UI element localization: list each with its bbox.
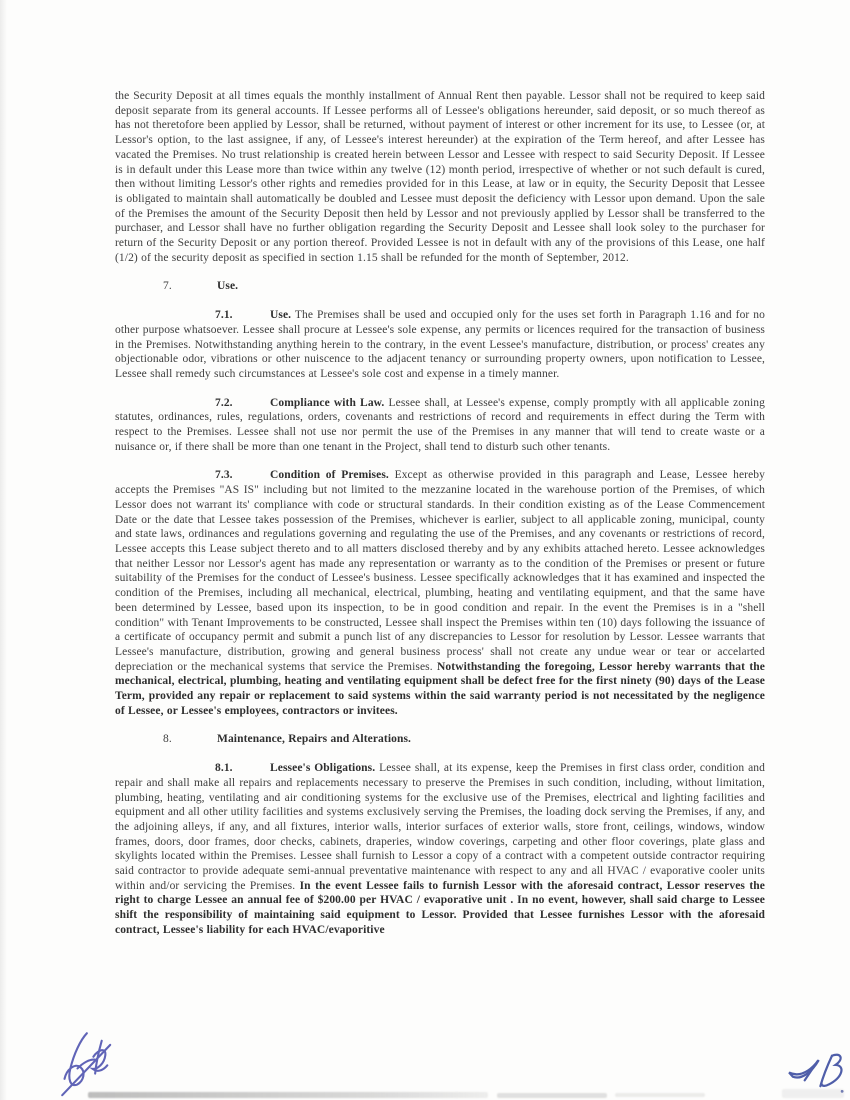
clause-8-1-title: Lessee's Obligations. [270, 762, 376, 775]
section-8-heading [115, 732, 765, 747]
clause-7-1-number: 7.1. [215, 309, 233, 322]
clause-7-3-warranty-bold-text: Notwithstanding the foregoing, Lessor hereby warrants that the mechanical, electrical, plumbing, heating and ventilating equipment shall be defect free for the first ninety (90) days of the Lease Term, provided any repair or replacement to said systems within the said warranty period is not necessitated by the negligence of Lessee, or Lessee's employees, contractors or invitees. [115, 660, 765, 717]
clause-8-1-number: 8.1. [215, 762, 233, 775]
bottom-scan-smudge [88, 1092, 488, 1098]
document-body [115, 89, 765, 952]
clause-7-2-text: Lessee shall, at Lessee's expense, comply promptly with all applicable zoning statutes, ordinances, rules, regulations, orders, covenants and restrictions of record and requirements in effect during the Term with respect to the Premises. Lessee shall not use nor permit the use of the Premises in any manner that will tend to create waste or a nuisance or, if there shall be more than one tenant in the Project, shall tend to disturb such other tenants. [115, 396, 765, 453]
clause-7-2-compliance [115, 396, 765, 455]
clause-7-2-number: 7.2. [215, 396, 233, 409]
left-initials-signature [46, 1022, 135, 1100]
clause-7-1-title: Use. [270, 309, 292, 322]
clause-7-1-use [115, 308, 765, 382]
bottom-scan-smudge [782, 1089, 844, 1098]
scan-edge-shadow [0, 0, 7, 1100]
bottom-scan-smudge [497, 1093, 607, 1098]
clause-8-1-hvac-bold-text: In the event Lessee fails to furnish Lessor with the aforesaid contract, Lessor reserves the right to charge Lessee an annual fee of $200.00 per HVAC / evaporative unit . In no event, however, shall said charge to Lessee shift the responsibility of maintaining said equipment to Lessor. Provided that Lessee furnishes Lessor with the aforesaid contract, Lessee's liability for each HVAC/evaporitive [115, 879, 765, 936]
left-initials-ink-icon [46, 1022, 135, 1100]
clause-7-2-title: Compliance with Law. [270, 396, 385, 409]
paragraph-text: the Security Deposit at all times equals the monthly installment of Annual Rent then payable. Lessor shall not be required to keep said deposit separate from its general accounts. If Lessee performs all of Lessee's obligations hereunder, said deposit, or so much thereof as has not theretofore been applied by Lessor, shall be returned, without payment of interest or other increment for its use, to Lessee (or, at Lessor's option, to the last assignee, if any, of Lessee's interest hereunder) at the expiration of the Term hereof, and after Lessee has vacated the Premises. No trust relationship is created herein between Lessor and Lessee with respect to said Security Deposit. If Lessee is in default under this Lease more than twice within any twelve (12) month period, irrespective of whether or not such default is cured, then without limiting Lessor's other rights and remedies provided for in this Lease, at law or in equity, the Security Deposit that Lessee is obligated to maintain shall automatically be doubled and Lessee must deposit the deficiency with Lessor upon demand. Upon the sale of the Premises the amount of the Security Deposit then held by Lessor and not previously applied by Lessor shall be transferred to the purchaser, and Lessor shall have no further obligation regarding the Security Deposit and Lessee shall look soley to the purchaser for return of the Security Deposit or any portion thereof. Provided Lessee is not in default with any of the provisions of this Lease, one half (1/2) of the security deposit as specified in section 1.15 shall be refunded for the month of September, 2012. [115, 90, 765, 264]
section-8-number: 8. [163, 733, 172, 746]
clause-7-3-condition [115, 468, 765, 718]
clause-7-3-text: Except as otherwise provided in this paragraph and Lease, Lessee hereby accepts the Premises "AS IS" including but not limited to the mezzanine located in the warehouse portion of the Premises, of which Lessor does not warrant its' compliance with code or structural standards. In their condition existing as of the Lease Commencement Date or the date that Lessee takes possession of the Premises, whichever is earlier, subject to all applicable zoning, municipal, county and state laws, ordinances and regulations governing and regulating the use of the Premises, and any covenants or restrictions of record, Lessee accepts this Lease subject thereto and to all matters disclosed thereby and by any exhibits attached hereto. Lessee acknowledges that neither Lessor nor Lessor's agent has made any representation or warranty as to the condition of the Premises or present or future suitability of the Premises for the conduct of Lessee's business. Lessee specifically acknowledges that it has examined and inspected the condition of the Premises, including all mechanical, electrical, plumbing, heating and ventilating equipment, and that the same have been determined by Lessee, based upon its inspection, to be in good condition and repair. In the event the Premises is in a "shell condition" with Tenant Improvements to be constructed, Lessee shall inspect the Premises within ten (10) days following the issuance of a certificate of occupancy permit and submit a punch list of any discrepancies to Lessor for resolution by Lessor. Lessee warrants that Lessee's manufacture, distribution, growing and general business process' shall not create any undue wear or tear or accelarted depreciation or the mechanical systems that service the Premises. [115, 469, 765, 673]
paragraph-security-deposit-continuation [115, 89, 765, 265]
bottom-scan-smudge [615, 1093, 705, 1097]
section-7-heading [115, 279, 765, 294]
clause-7-3-number: 7.3. [215, 469, 233, 482]
clause-8-1-obligations [115, 761, 765, 937]
clause-7-1-text: The Premises shall be used and occupied only for the uses set forth in Paragraph 1.16 and for no other purpose whatsoever. Lessee shall procure at Lessee's sole expense, any permits or licences required for the transaction of business in the Premises. Notwithstanding anything herein to the contrary, in the event Lessee's manufacture, distribution, or process' creates any objectionable odor, vibrations or other nuiscence to the adjacent tenancy or surrounding property owners, upon notification to Lessee, Lessee shall remedy such circumstances at Lessee's sole cost and expense in a timely manner. [115, 309, 765, 380]
section-8-title: Maintenance, Repairs and Alterations. [217, 733, 412, 746]
section-7-title: Use. [217, 280, 239, 293]
clause-8-1-text: Lessee shall, at its expense, keep the Premises in first class order, condition and repair and shall make all repairs and replacements necessary to preserve the Premises in such condition, including, without limitation, plumbing, heating, ventilating and air conditioning systems for the exclusive use of the Premises, electrical and lighting facilities and equipment and all other utility facilities and systems exclusively serving the Premises, the loading dock serving the Premises, if any, and the adjoining alleys, if any, and all fixtures, interior walls, interior surfaces of exterior walls, store front, ceilings, windows, window frames, doors, door frames, door checks, cabinets, draperies, window coverings, carpeting and other floor coverings, plate glass and skylights located within the Premises. Lessee shall furnish to Lessor a copy of a contract with a competent outside contractor requiring said contractor to provide adequate semi-annual preventative maintenance with respect to any and all HVAC / evaporative cooler units within and/or servicing the Premises. [115, 762, 765, 892]
section-7-number: 7. [163, 280, 172, 293]
clause-7-3-title: Condition of Premises. [270, 469, 389, 482]
